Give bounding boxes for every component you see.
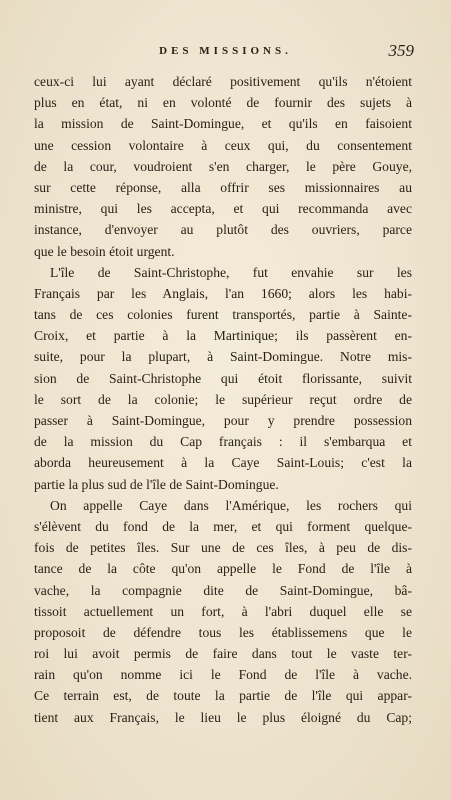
text-line: Français par les Anglais, l'an 1660; alors les habi-: [34, 285, 412, 301]
text-line: partie la plus sud de l'île de Saint-Domingue.: [34, 476, 279, 492]
body-text: [34, 71, 412, 728]
running-head: [0, 41, 451, 63]
text-line: sur cette réponse, alla offrir ses missionnaires au: [34, 179, 412, 195]
text-line: ceux-ci lui ayant déclaré positivement qu'ils n'étoient: [34, 74, 412, 89]
text-line: la mission de Saint-Domingue, et qu'ils en faisoient: [34, 116, 412, 132]
text-line: suite, pour la plupart, à Saint-Domingue. Notre mis-: [34, 349, 412, 365]
text-line: tient aux Français, le lieu le plus éloigné du Cap;: [34, 709, 412, 725]
text-line: L'île de Saint-Christophe, fut envahie sur les: [50, 264, 412, 280]
text-line: s'élèvent du fond de la mer, et qui forment quelque-: [34, 518, 412, 534]
text-line: que le besoin étoit urgent.: [34, 243, 175, 259]
text-line: Ce terrain est, de toute la partie de l'île qui appar-: [34, 688, 412, 704]
text-line: de la mission du Cap français : il s'embarqua et: [34, 434, 412, 450]
text-line: fois de petites îles. Sur une de ces îles, à peu de dis-: [34, 540, 412, 556]
running-title: DES MISSIONS.: [159, 45, 292, 57]
text-line: passer à Saint-Domingue, pour y prendre possession: [34, 413, 412, 428]
text-line: plus en état, ni en volonté de fournir des sujets à: [34, 95, 412, 111]
text-line: On appelle Caye dans l'Amérique, les rochers qui: [50, 497, 412, 513]
text-line: ministre, qui les accepta, et qui recommanda avec: [34, 201, 412, 217]
text-line: aborda heureusement à la Caye Saint-Louis; c'est la: [34, 455, 412, 471]
text-line: de la cour, voudroient s'en charger, le père Gouye,: [34, 158, 412, 174]
text-line: le sort de la colonie; le supérieur reçut ordre de: [34, 391, 412, 407]
text-line: Croix, et partie à la Martinique; ils passèrent en-: [34, 328, 412, 344]
text-line: proposoit de défendre tous les établissemens que le: [34, 624, 412, 640]
text-line: vache, la compagnie dite de Saint-Domingue, bâ-: [34, 582, 412, 598]
text-line: tissoit actuellement un fort, à l'abri duquel elle se: [34, 603, 412, 619]
text-line: une cession volontaire à ceux qui, du consentement: [34, 137, 412, 153]
text-line: instance, d'envoyer au plutôt des ouvriers, parce: [34, 222, 412, 238]
text-line: sion de Saint-Christophe qui étoit florissante, suivit: [34, 370, 412, 386]
page-number: 359: [388, 41, 414, 60]
text-line: tans de ces colonies furent transportés, partie à Sainte-: [34, 307, 412, 323]
text-line: roi lui avoit permis de faire dans tout le vaste ter-: [34, 646, 412, 662]
text-line: tance de la côte qu'on appelle le Fond de l'île à: [34, 561, 412, 577]
text-line: rain qu'on nomme ici le Fond de l'île à vache.: [34, 667, 412, 683]
